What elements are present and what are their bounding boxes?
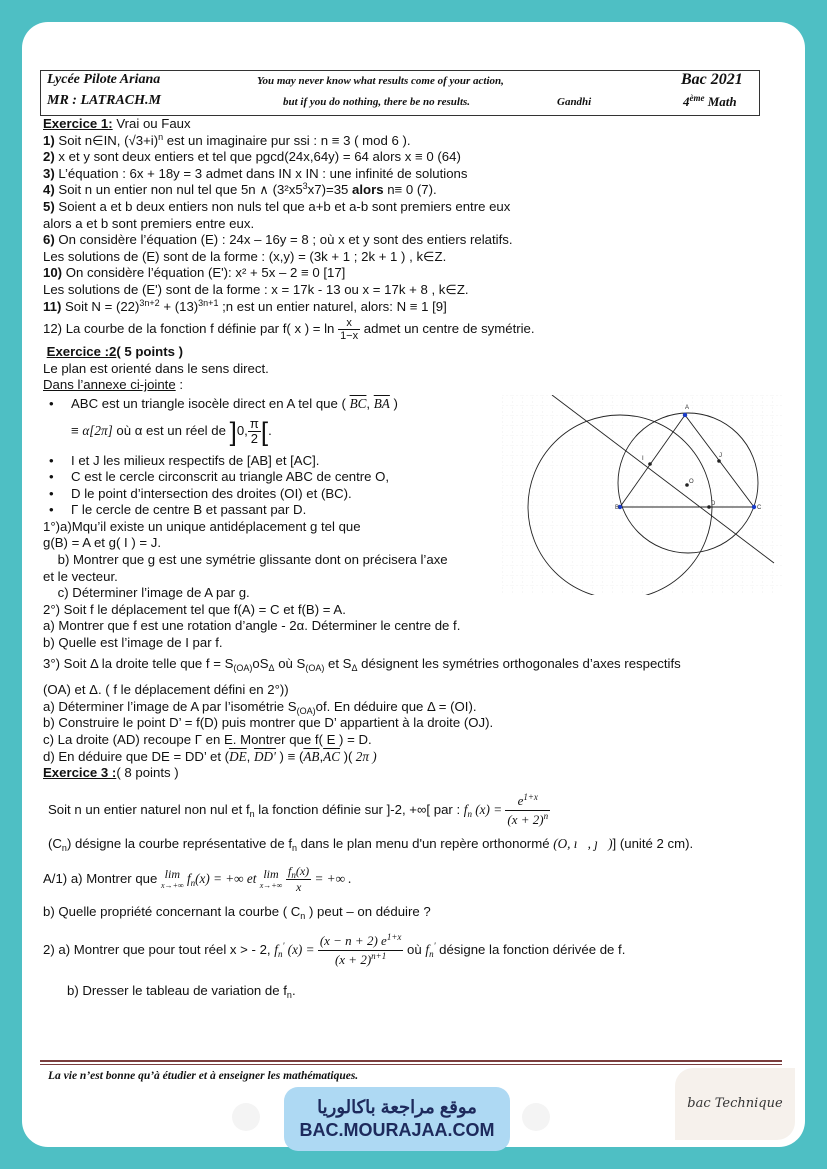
ex2-intro: Le plan est orienté dans le sens direct. — [43, 360, 269, 376]
site-brand-banner[interactable] — [284, 1087, 510, 1151]
ex1-q10: 10) On considère l’équation (E'): x² + 5x – 2 ≡ 0 [17] — [43, 265, 346, 281]
right-logo-icon — [522, 1103, 550, 1131]
ex2-q2: 2°) Soit f le déplacement tel que f(A) = C et f(B) = A. — [43, 601, 346, 617]
label-d: D — [711, 501, 716, 507]
ex2-bullet-intersection: • D le point d’intersection des droites (OI) et (BC). — [43, 486, 783, 503]
ex2-q1a-cont: g(B) = A et g( I ) = J. — [43, 535, 162, 551]
quote-author: Gandhi — [557, 96, 592, 108]
ex2-bullet-angle: ≡ α[2π] où α est un réel de ]0, $\frac{\pi}{2}$ [. — [71, 415, 272, 447]
ex2-q3b: b) Construire le point D’ = f(D) puis montrer que D’ appartient à la droite (OJ). — [43, 715, 494, 731]
ex2-q1b: b) Montrer que g est une symétrie glissante dont on précisera l’axe — [43, 552, 448, 568]
label-c: C — [757, 505, 762, 511]
left-logo-icon — [232, 1103, 260, 1131]
label-a: A — [685, 405, 690, 411]
ex1-q4: 4) Soit n un entier non nul tel que 5n ∧ $(3^2x5^3x7)=35$ alors n≡ 0 (7). — [43, 181, 437, 198]
ex1-q6: 6) On considère l’équation (E) : 24x – 16y = 8 ; où x et y sont des entiers relatifs. — [43, 232, 513, 248]
ex1-q11: 11) Soit $N = (22)^{3n+2} + (13)^{3n+1}$ ;n est un entier naturel, alors: N ≡ 1 [9] — [43, 297, 447, 314]
ex2-annex: Dans l’annexe ci-jointe : — [43, 377, 184, 393]
ex2-q1b-cont: et le vecteur. — [43, 568, 118, 584]
figure-grid — [502, 395, 782, 595]
quote-line-1: You may never know what results come of your action, — [257, 75, 504, 87]
ex1-q5: 5) Soient a et b deux entiers non nuls tel que a+b et a-b sont premiers entre eux — [43, 198, 511, 214]
label-o: O — [689, 479, 694, 485]
ex1-heading: Exercice 1: Vrai ou Faux — [43, 116, 191, 131]
bac-technique-badge: bac Technique — [675, 1068, 795, 1140]
exam-name: Bac 2021 — [681, 71, 743, 88]
ex2-q1c: c) Déterminer l’image de A par g. — [43, 585, 250, 601]
footer-rule — [40, 1060, 782, 1062]
point-a — [683, 413, 687, 417]
ex1-q5-cont: alors a et b sont premiers entre eux. — [43, 215, 255, 231]
label-b: B — [615, 505, 620, 511]
ex2-bullet-gamma: • Γ le cercle de centre B et passant par D. — [43, 502, 783, 519]
exam-header — [40, 70, 760, 116]
ex3-a2b: b) Dresser le tableau de variation de $f_n$. — [67, 982, 296, 1000]
ex2-q3d: d) En déduire que DE = DD’ et ($\overline{DE}$, DD' ) ≡ ($\overline{AB},\overline{AC}$ )( 2π ) — [43, 748, 377, 764]
label-j: J — [719, 453, 722, 459]
ex2-q3a: a) Déterminer l’image de A par l’isométrie $S_{(OA)}of$. En déduire que Δ = (OI). — [43, 698, 477, 716]
ex2-bullet-midpoints: • I et J les milieux respectifs de [AB] et [AC]. — [43, 453, 783, 470]
ex2-bullet-triangle: • ABC est un triangle isocèle direct en A tel que ( $\overline{BC}$, $\overline{BA}$ ) — [43, 396, 783, 413]
ex3-a2a: 2) a) Montrer que pour tout réel x > - 2, $f_n'$ (x) = $\frac{(x - n + 2) e^{1+x}}{(x + 2)^{n+1}}$ où $f_n'$ désigne la fonction dérivée de f. — [43, 931, 626, 967]
point-i — [648, 462, 652, 466]
ex1-q3: 3) L’équation : 6x + 18y = 3 admet dans IN x IN : une infinité de solutions — [43, 165, 468, 181]
ex1-q1: 1) Soit n∈IN, $(√3+i)^n$ est un imaginaire pur ssi : n ≡ 3 ( mod 6 ). — [43, 131, 411, 148]
ex1-q6-cont: Les solutions de (E) sont de la forme : (x,y) = (3k + 1 ; 2k + 1 ) , k∈Z. — [43, 248, 447, 264]
point-c — [752, 505, 756, 509]
ex1-q2: 2) x et y sont deux entiers et tel que pgcd(24x,64y) = 64 alors x ≡ 0 (64) — [43, 149, 461, 165]
ex3-curve: $(C_n)$ désigne la courbe représentative de $f_n$ dans le plan menu d'un repère orthonormé (O, ı⃗, ȷ⃗)] (unité 2 cm). — [48, 835, 694, 853]
ex3-a1b: b) Quelle propriété concernant la courbe ( $C_n$ ) peut – on déduire ? — [43, 904, 431, 922]
ex2-q2a: a) Montrer que f est une rotation d’angle - 2α. Déterminer le centre de f. — [43, 618, 461, 634]
quote-line-2: but if you do nothing, there be no results. — [283, 96, 471, 108]
brand-arabic: موقع مراجعة باكالوريا — [317, 1097, 477, 1117]
brand-url[interactable]: BAC.MOURAJAA.COM — [299, 1120, 495, 1140]
ex3-definition: Soit n un entier naturel non nul et $f_n$ la fonction définie sur ]-2, +∞[ par : $f_n$ (x) = $\frac{e^{1+x}}{(x + 2)^n}$ — [48, 791, 549, 827]
ex2-q3c: c) La droite (AD) recoupe Γ en E. Montrer que f( E ) = D. — [43, 732, 372, 747]
ex2-q3-cont: (OA) et Δ. ( f le déplacement défini en 2°)) — [43, 682, 289, 698]
class-label: 4ème Math — [683, 93, 737, 109]
ex1-q10-cont: Les solutions de (E') sont de la forme : x = 17k - 13 ou x = 17k + 8 , k∈Z. — [43, 281, 469, 297]
point-j — [717, 459, 721, 463]
teacher-name: MR : LATRACH.M — [47, 93, 161, 108]
school-name: Lycée Pilote Ariana — [47, 72, 161, 87]
ex2-bullet-circle: • C est le cercle circonscrit au triangle ABC de centre O, — [43, 469, 783, 486]
label-i: I — [642, 456, 644, 462]
footer-rule-thin — [40, 1064, 782, 1065]
ex1-q12: 12) La courbe de la fonction f définie par f( x ) = ln $\frac{x}{1-x}$ admet un centre de symétrie. — [43, 317, 535, 343]
ex3-heading: Exercice 3 :( 8 points ) — [43, 765, 179, 781]
ex2-q3: 3°) Soit Δ la droite telle que $f = S_{(OA)}oS_\Delta$ où $S_{(OA)}$ et $S_\Delta$ désignent les symétries orthogonales d’axes respectifs — [43, 655, 681, 673]
geometry-figure — [502, 395, 782, 595]
ex2-heading: Exercice :2( 5 points ) — [46, 344, 183, 360]
ex2-q2b: b) Quelle est l’image de I par f. — [43, 635, 223, 651]
footer-motto: La vie n’est bonne qu’à étudier et à enseigner les mathématiques. — [48, 1070, 359, 1082]
ex2-q1a: 1°)a)Mqu’il existe un unique antidéplacement g tel que — [43, 518, 361, 534]
ex3-a1a: A/1) a) Montrer que lim x→+∞ $f_n(x)$ = +∞ et lim x→+∞ $\frac{f_n(x)}{x}$ = +∞ . — [43, 864, 352, 895]
